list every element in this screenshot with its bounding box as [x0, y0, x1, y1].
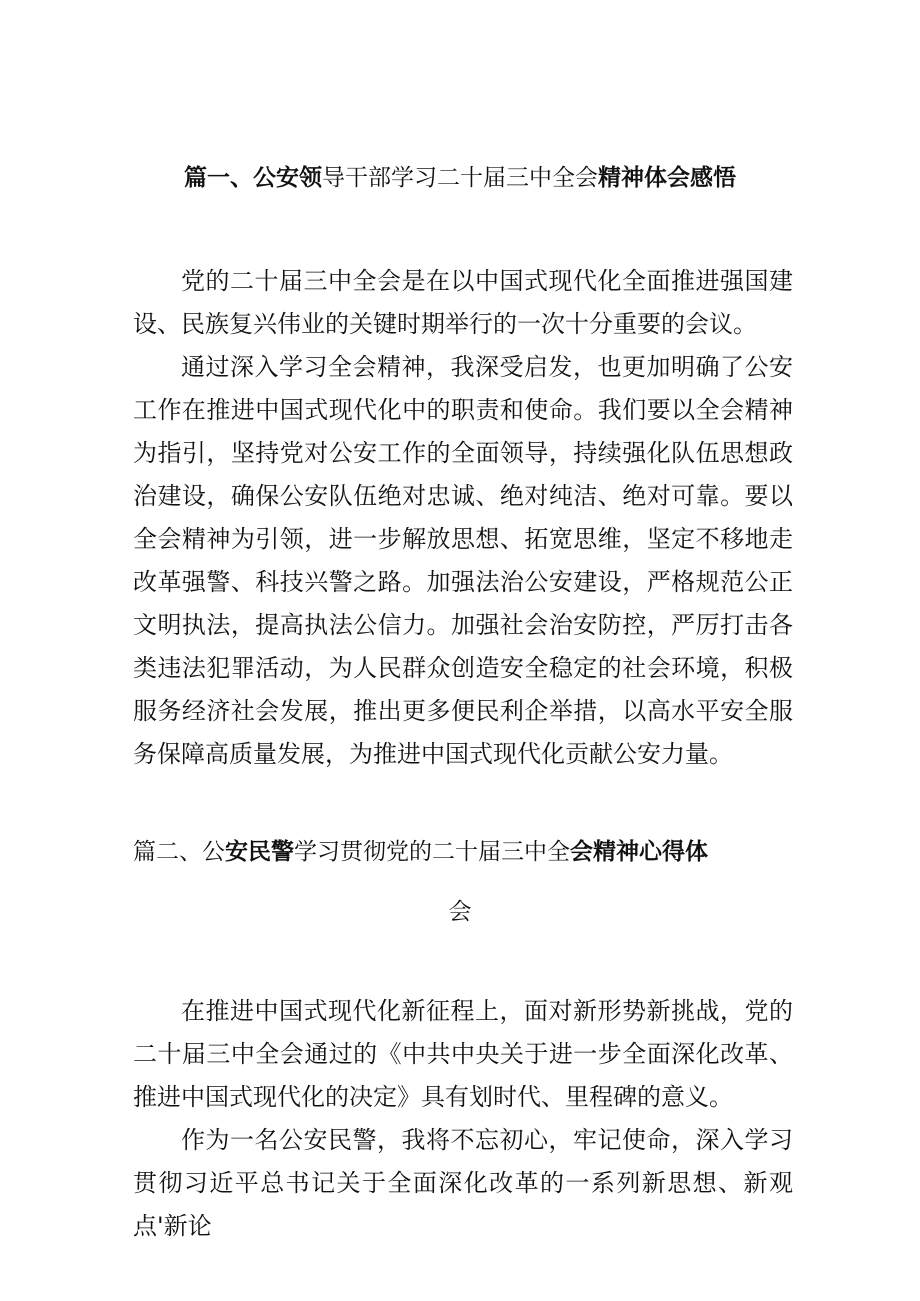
- section2-paragraph-1: 在推进中国式现代化新征程上，面对新形势新挑战，党的二十届三中全会通过的《中共中央关于进一步全面深化改革、推进中国式现代化的决定》具有划时代、里程碑的意义。: [133, 997, 793, 1111]
- section2-title: [133, 836, 833, 868]
- section2-title-part-1: 篇二、公: [133, 839, 225, 865]
- section2-title-wrap: 会: [448, 899, 472, 925]
- section2-title-part-3: 学习贯彻党的二十届三中全: [294, 839, 570, 865]
- section1-paragraph-1: 党的二十届三中全会是在以中国式现代化全面推进强国建设、民族复兴伟业的关键时期举行的一次十分重要的会议。: [133, 267, 793, 338]
- section1-title-part-1: 篇一、公安领: [184, 165, 322, 191]
- section1-title-part-3: 精神体会感悟: [598, 165, 736, 191]
- section1-paragraph-2: 通过深入学习全会精神，我深受启发，也更加明确了公安工作在推进中国式现代化中的职责和使命。我们要以全会精神为指引，坚持党对公安工作的全面领导，持续强化队伍思想政治建设，确保公安队伍绝对忠诚、绝对纯洁、绝对可靠。要以全会精神为引领，进一步解放思想、拓宽思维，坚定不移地走改革强警、科技兴警之路。加强法治公安建设，严格规范公正文明执法，提高执法公信力。加强社会治安防控，严厉打击各类违法犯罪活动，为人民群众创造安全稳定的社会环境，积极服务经济社会发展，推出更多便民利企举措，以高水平安全服务保障高质量发展，为推进中国式现代化贡献公安力量。: [133, 353, 793, 768]
- section1-title-part-2: 导干部学习二十届三中全会: [322, 165, 598, 191]
- section1-title: [0, 162, 920, 194]
- section2-title-part-4: 会精神心得体: [570, 839, 708, 865]
- section2-title-part-2: 安民警: [225, 839, 294, 865]
- section2-paragraph-2: 作为一名公安民警，我将不忘初心，牢记使命，深入学习贯彻习近平总书记关于全面深化改革的一系列新思想、新观点'新论: [133, 1126, 793, 1240]
